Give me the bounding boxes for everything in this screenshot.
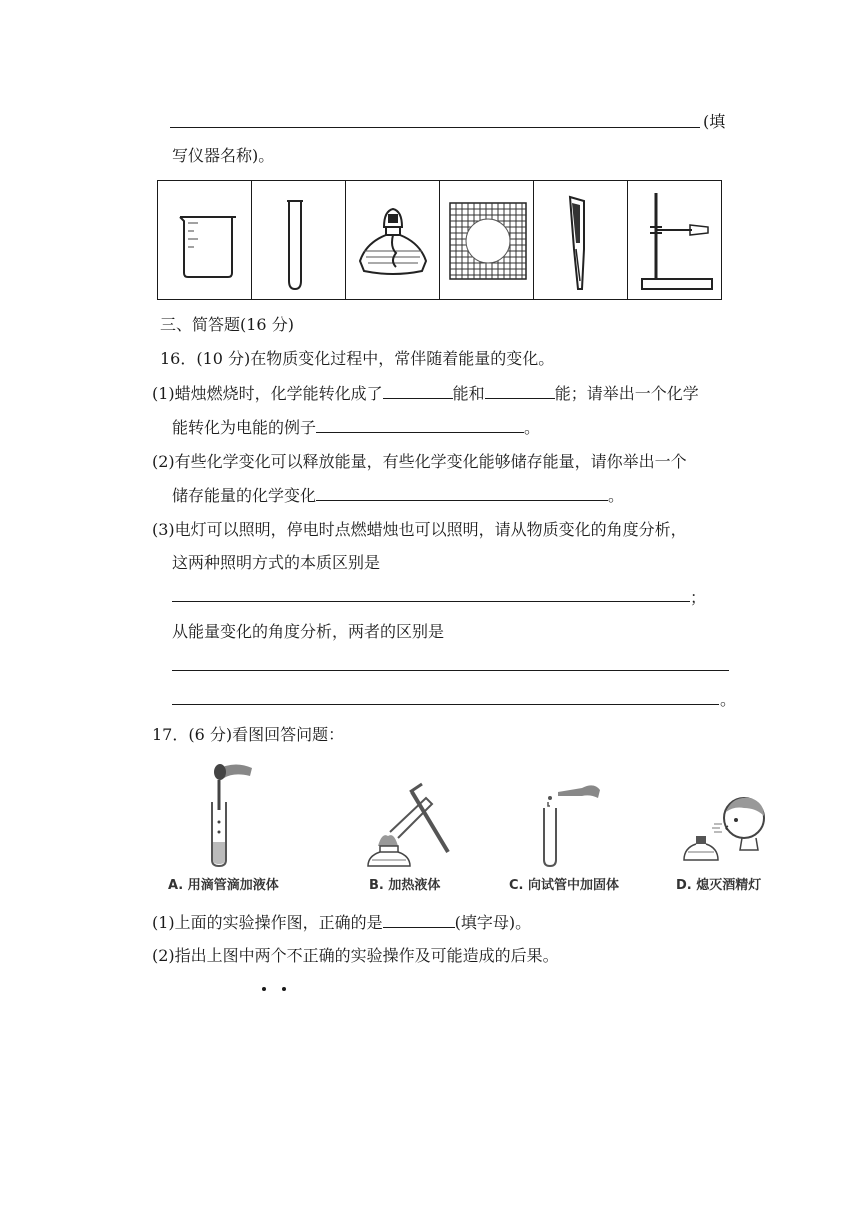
q16-part1-line2 (172, 418, 540, 438)
q16-p1-text-d: 能转化为电能的例子 (172, 418, 317, 437)
q16-part1-line1 (152, 384, 699, 404)
answer-line-q15 (170, 127, 700, 128)
answer-line-substance[interactable] (172, 601, 690, 602)
answer-blank-energy-1[interactable] (383, 384, 453, 399)
q16-p3-semicolon: ； (690, 588, 707, 607)
q16-p1-text-c: 能；请举出一个化学 (554, 384, 699, 403)
figure-c-caption: C. 向试管中加固体 (509, 878, 620, 893)
dropper-icon (190, 758, 270, 868)
q16-part2-line1: (2)有些化学变化可以释放能量，有些化学变化能够储存能量，请你举出一个 (152, 452, 687, 471)
test-tube-icon (252, 181, 346, 299)
alcohol-lamp-icon (346, 181, 440, 299)
figure-b-caption: B. 加热液体 (369, 878, 441, 893)
question-16-stem: 16．(10 分)在物质变化过程中，常伴随着能量的变化。 (160, 349, 555, 368)
instruction-line: 写仪器名称)。 (172, 146, 275, 165)
q17-part2: (2)指出上图中两个不正确的实验操作及可能造成的后果。 (152, 946, 559, 965)
answer-blank-energy-2[interactable] (485, 384, 555, 399)
test-tube-holder-cell (534, 181, 628, 299)
answer-line-energy-1[interactable] (172, 670, 729, 671)
q16-p2-text-a: 储存能量的化学变化 (172, 486, 317, 505)
answer-blank-example[interactable] (316, 418, 524, 433)
heating-liquid-icon (360, 780, 460, 872)
blowing-out-lamp-icon (680, 790, 780, 870)
q17-p1-text-b: (填字母)。 (454, 913, 532, 932)
alcohol-lamp-cell (346, 181, 440, 299)
asbestos-gauze-cell (440, 181, 534, 299)
answer-blank-correct[interactable] (383, 913, 455, 928)
test-tube-holder-icon (534, 181, 628, 299)
answer-blank-storage[interactable] (316, 486, 608, 501)
emphasis-dot-1 (262, 987, 266, 991)
figure-d-caption: D. 熄灭酒精灯 (676, 878, 762, 893)
section-title: 三、简答题(16 分) (160, 315, 294, 334)
q16-part3-line1: (3)电灯可以照明，停电时点燃蜡烛也可以照明，请从物质变化的角度分析， (152, 520, 687, 539)
iron-stand-cell (628, 181, 722, 299)
answer-line-energy-2[interactable] (172, 704, 719, 705)
figure-a-caption: A. 用滴管滴加液体 (168, 878, 279, 893)
beaker-icon (158, 181, 252, 299)
question-17-stem: 17．(6 分)看图回答问题： (152, 725, 345, 744)
beaker-cell (158, 181, 252, 299)
q16-part3-line2: 这两种照明方式的本质区别是 (172, 553, 381, 572)
q16-p1-text-b: 能和 (452, 384, 485, 403)
asbestos-gauze-icon (440, 181, 534, 299)
q16-p1-text-a: (1)蜡烛燃烧时，化学能转化成了 (152, 384, 383, 403)
q16-p2-text-b: 。 (608, 486, 625, 505)
test-tube-cell (252, 181, 346, 299)
q16-p3-period: 。 (720, 690, 737, 709)
emphasis-dot-2 (282, 987, 286, 991)
q16-p1-text-e: 。 (524, 418, 541, 437)
q16-part3-line3: 从能量变化的角度分析，两者的区别是 (172, 622, 445, 641)
fill-suffix: (填 (703, 112, 726, 131)
q17-part1 (152, 913, 531, 933)
q16-part2-line2 (172, 486, 624, 506)
instrument-table (157, 180, 722, 300)
q17-p1-text-a: (1)上面的实验操作图，正确的是 (152, 913, 383, 932)
iron-stand-icon (628, 181, 722, 299)
adding-solid-icon (536, 780, 606, 870)
